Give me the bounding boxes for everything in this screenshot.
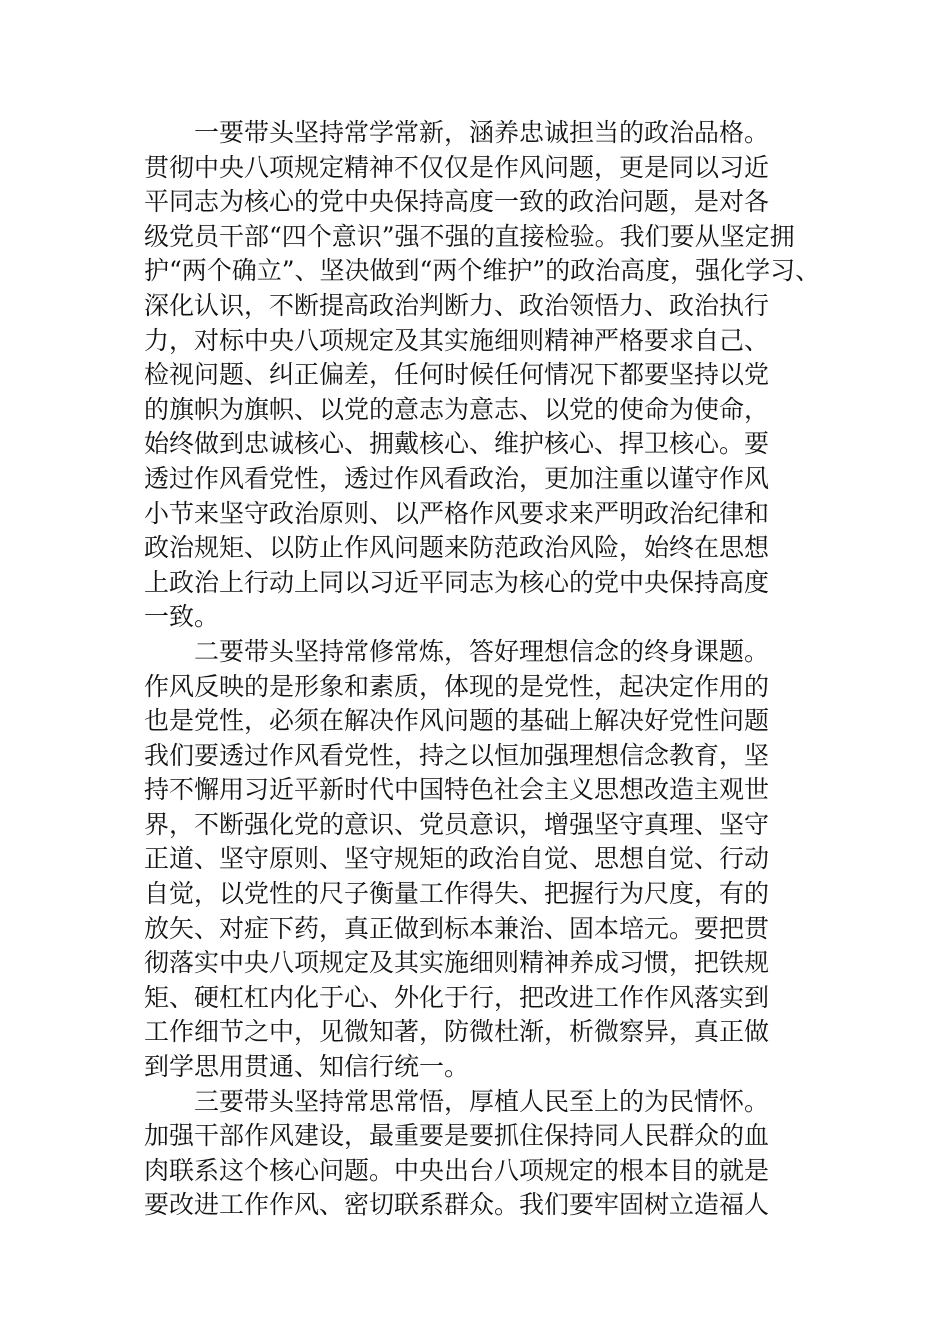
paragraph-2-line-9: 放矢、对症下药，真正做到标本兼治、固本培元。要把贯 bbox=[144, 913, 770, 943]
paragraph-1-line-7: 力，对标中央八项规定及其实施细则精神严格要求自己、 bbox=[144, 325, 770, 355]
paragraph-1-line-11: 透过作风看党性，透过作风看政治，更加注重以谨守作风 bbox=[144, 463, 770, 493]
paragraph-1-line-4: 级党员干部“四个意识”强不强的直接检验。我们要从坚定拥 bbox=[144, 221, 795, 251]
paragraph-2-line-10: 彻落实中央八项规定及其实施细则精神养成习惯，把铁规 bbox=[144, 948, 770, 978]
paragraph-2-line-3: 也是党性，必须在解决作风问题的基础上解决好党性问题 bbox=[144, 706, 770, 736]
paragraph-2-line-4: 我们要透过作风看党性，持之以恒加强理想信念教育，坚 bbox=[144, 740, 770, 770]
paragraph-1-line-13: 政治规矩、以防止作风问题来防范政治风险，始终在思想 bbox=[144, 533, 770, 563]
paragraph-3-line-1: 三要带头坚持常思常悟，厚植人民至上的为民情怀。 bbox=[194, 1086, 770, 1116]
paragraph-2-line-12: 工作细节之中，见微知著，防微杜渐，析微察异，真正做 bbox=[144, 1017, 770, 1047]
paragraph-1-line-3: 平同志为核心的党中央保持高度一致的政治问题，是对各 bbox=[144, 187, 770, 217]
paragraph-1-line-14: 上政治上行动上同以习近平同志为核心的党中央保持高度 bbox=[144, 567, 770, 597]
paragraph-2-line-13: 到学思用贯通、知信行统一。 bbox=[144, 1052, 470, 1082]
document-body bbox=[144, 116, 821, 1223]
paragraph-3-line-4: 要改进工作作风、密切联系群众。我们要牢固树立造福人 bbox=[144, 1190, 770, 1220]
paragraph-1-line-1: 一要带头坚持常学常新，涵养忠诚担当的政治品格。 bbox=[194, 118, 770, 147]
paragraph-3-line-3: 肉联系这个核心问题。中央出台八项规定的根本目的就是 bbox=[144, 1155, 770, 1185]
paragraph-1-line-15: 一致。 bbox=[144, 602, 220, 632]
paragraph-1-line-5: 护“两个确立”、坚决做到“两个维护”的政治高度，强化学习、 bbox=[144, 256, 821, 286]
paragraph-2-line-8: 自觉，以党性的尺子衡量工作得失、把握行为尺度，有的 bbox=[144, 879, 770, 909]
paragraph-1-line-10: 始终做到忠诚核心、拥戴核心、维护核心、捍卫核心。要 bbox=[144, 429, 770, 459]
paragraph-2-line-11: 矩、硬杠杠内化于心、外化于行，把改进工作作风落实到 bbox=[144, 982, 770, 1012]
paragraph-3-line-2: 加强干部作风建设，最重要是要抓住保持同人民群众的血 bbox=[144, 1121, 770, 1151]
paragraph-2-line-2: 作风反映的是形象和素质，体现的是党性，起决定作用的 bbox=[144, 671, 770, 701]
paragraph-2-line-5: 持不懈用习近平新时代中国特色社会主义思想改造主观世 bbox=[144, 775, 770, 805]
paragraph-2-line-6: 界，不断强化党的意识、党员意识，增强坚守真理、坚守 bbox=[144, 809, 770, 839]
paragraph-1-line-12: 小节来坚守政治原则、以严格作风要求来严明政治纪律和 bbox=[144, 498, 770, 528]
paragraph-1-line-2: 贯彻中央八项规定精神不仅仅是作风问题，更是同以习近 bbox=[144, 152, 770, 182]
paragraph-1-line-6: 深化认识，不断提高政治判断力、政治领悟力、政治执行 bbox=[144, 290, 770, 320]
paragraph-2-line-1: 二要带头坚持常修常炼，答好理想信念的终身课题。 bbox=[194, 636, 770, 666]
paragraph-2-line-7: 正道、坚守原则、坚守规矩的政治自觉、思想自觉、行动 bbox=[144, 844, 770, 874]
paragraph-1-line-8: 检视问题、纠正偏差，任何时候任何情况下都要坚持以党 bbox=[144, 360, 770, 390]
paragraph-1-line-9: 的旗帜为旗帜、以党的意志为意志、以党的使命为使命， bbox=[144, 394, 770, 424]
